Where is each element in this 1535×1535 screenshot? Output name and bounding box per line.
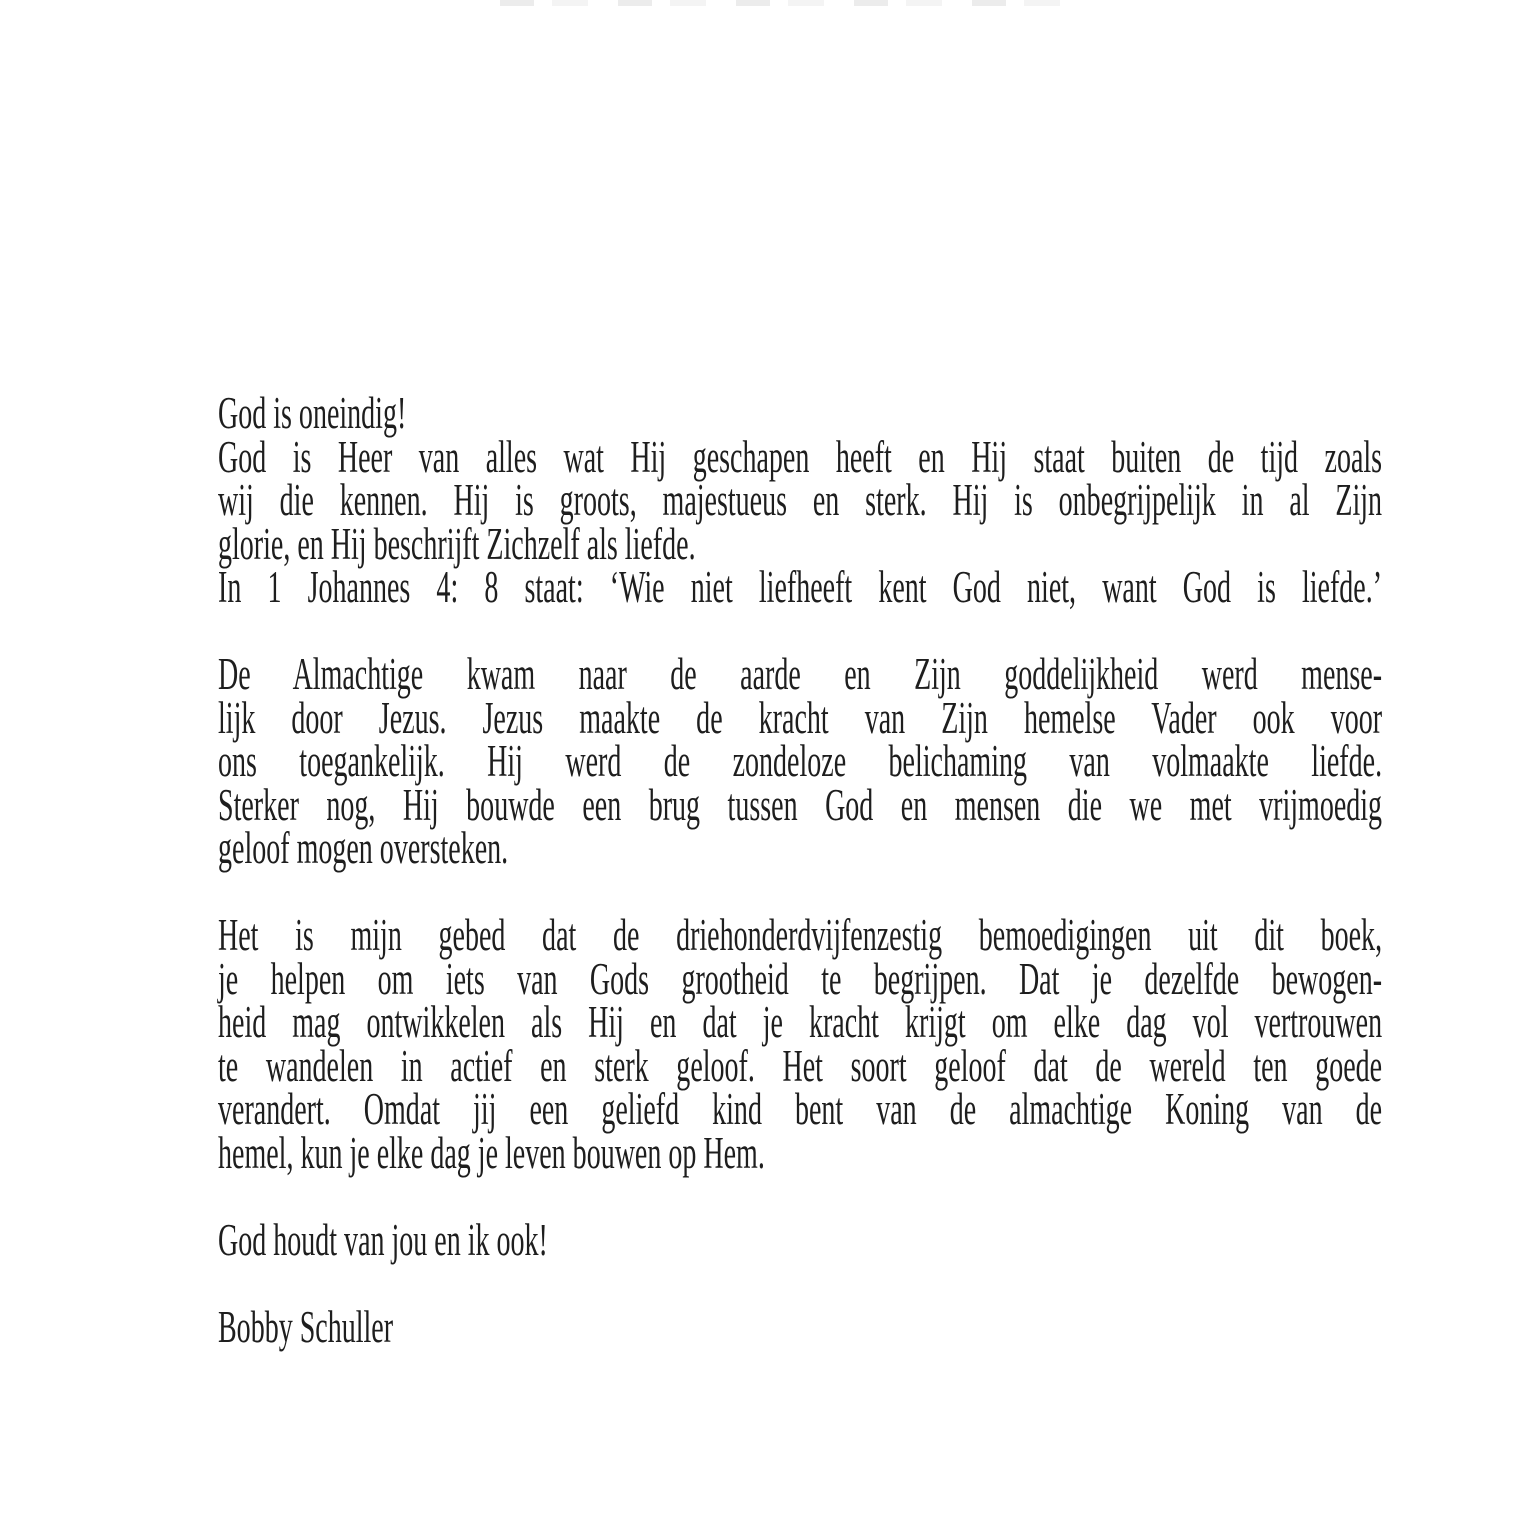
author-signature	[218, 1301, 1382, 1352]
text-line: glorie, en Hij beschrijft Zichzelf als liefde.	[218, 518, 696, 569]
paragraph-de-almachtige	[218, 649, 1383, 873]
text-line: je helpen om iets van Gods grootheid te begrijpen. Dat je dezelfde bewogen-	[218, 953, 1383, 1004]
paragraph-god-is-oneindig	[218, 388, 1383, 612]
paragraph-mijn-gebed	[218, 910, 1383, 1178]
text-line: heid mag ontwikkelen als Hij en dat je kracht krijgt om elke dag vol vertrouwen	[218, 997, 1383, 1047]
text-line: God houdt van jou en ik ook!	[218, 1214, 548, 1265]
text-line: Het is mijn gebed dat de driehonderdvijfenzestig bemoedigingen uit dit boek,	[218, 910, 1383, 960]
text-line: hemel, kun je elke dag je leven bouwen op Hem.	[218, 1127, 765, 1178]
text-line: God is Heer van alles wat Hij geschapen heeft en Hij staat buiten de tijd zoals	[218, 431, 1383, 482]
text-line: lijk door Jezus. Jezus maakte de kracht van Zijn hemelse Vader ook voor	[218, 692, 1383, 743]
text-line: Sterker nog, Hij bouwde een brug tussen God en mensen die we met vrijmoedig	[218, 779, 1383, 830]
clipped-text-remnant	[500, 0, 1066, 6]
text-line: verandert. Omdat jij een geliefd kind bent van de almachtige Koning van de	[218, 1084, 1383, 1134]
text-line: geloof mogen oversteken.	[218, 823, 509, 873]
text-line: ons toegankelijk. Hij werd de zondeloze belichaming van volmaakte liefde.	[218, 736, 1383, 786]
text-line: In 1 Johannes 4: 8 staat: ‘Wie niet liefheeft kent God niet, want God is liefde.’	[218, 562, 1383, 612]
text-line: te wandelen in actief en sterk geloof. Het soort geloof dat de wereld ten goede	[218, 1040, 1383, 1091]
closing-line	[218, 1214, 1382, 1265]
text-line: De Almachtige kwam naar de aarde en Zijn goddelijkheid werd mense-	[218, 649, 1383, 699]
text-line: God is oneindig!	[218, 388, 407, 438]
text-line: Bobby Schuller	[218, 1301, 394, 1352]
text-line: wij die kennen. Hij is groots, majestueus en sterk. Hij is onbegrijpelijk in al Zijn	[218, 475, 1383, 525]
preface-text-block	[218, 388, 1383, 1352]
